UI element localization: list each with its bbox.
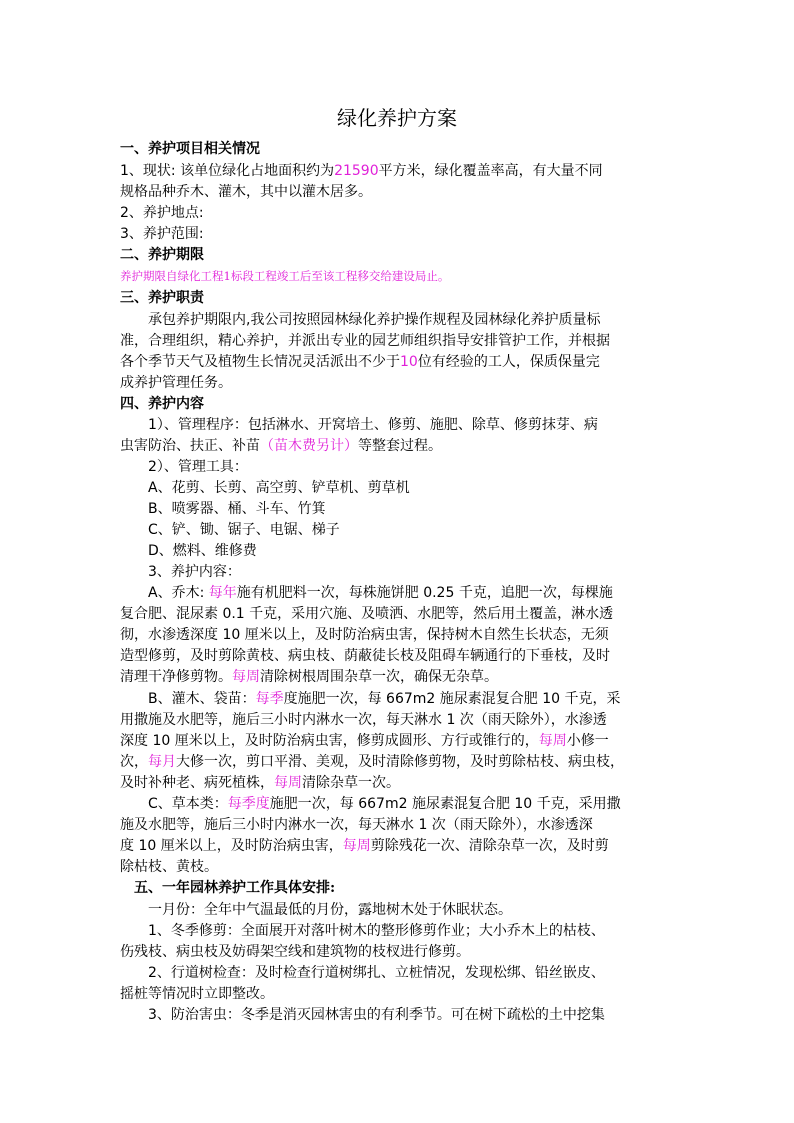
paragraph-line <box>148 689 621 709</box>
text: 清除树根周围杂草一次，确保无杂草。 <box>260 669 498 685</box>
paragraph-line: 准，合理组织，精心养护，并派出专业的园艺师组织指导安排管护工作，并根据 <box>120 333 610 349</box>
list-item: D、燃料、维修费 <box>148 543 257 559</box>
text: 次， <box>120 754 148 770</box>
paragraph-line: 1、冬季修剪：全面展开对落叶树木的整形修剪作业；大小乔木上的枯枝、 <box>148 923 605 939</box>
text: 施有机肥料一次，每株施饼肥 0.25 千克，追肥一次，每棵施 <box>236 585 613 601</box>
text: 清除杂草一次。 <box>302 775 400 791</box>
paragraph-line <box>148 794 621 814</box>
paragraph-line <box>120 667 498 687</box>
paragraph-line <box>120 161 603 181</box>
section-heading-4: 四、养护内容 <box>120 396 204 412</box>
section-heading-1: 一、养护项目相关情况 <box>120 141 260 157</box>
paragraph-line: 摇桩等情况时立即整改。 <box>120 986 274 1002</box>
paragraph-line: 施及水肥等，施后三小时内淋水一次，每天淋水 1 次（雨天除外），水渗透深 <box>120 817 593 833</box>
paragraph-line <box>148 583 613 603</box>
paragraph-line: 1）、管理程序：包括淋水、开窝培土、修剪、施肥、除草、修剪抹芽、病 <box>148 417 598 433</box>
section-heading-2: 二、养护期限 <box>120 247 204 263</box>
text: 清理干净修剪物。 <box>120 669 232 685</box>
highlight-frequency: 每周 <box>538 733 567 749</box>
paragraph-line <box>120 752 624 772</box>
text: 虫害防治、扶正、补苗 <box>120 438 260 454</box>
page-title: 绿化养护方案 <box>337 106 457 130</box>
paragraph-line: 成养护管理任务。 <box>120 375 232 391</box>
text: 等整套过程。 <box>358 438 442 454</box>
highlight-count: 10 <box>400 354 418 370</box>
text: 度施肥一次，每 667m2 施尿素混复合肥 10 千克，采 <box>283 691 621 707</box>
highlight-area: 21590 <box>334 163 379 179</box>
text: 施肥一次，每 667m2 施尿素混复合肥 10 千克，采用撒 <box>269 796 621 812</box>
highlight-frequency: 每季 <box>255 691 284 707</box>
paragraph-line <box>120 773 400 793</box>
paragraph-line: 2、行道树检查：及时检查行道树绑扎、立桩情况，发现松绑、铅丝嵌皮、 <box>148 965 605 981</box>
text: 及时补种老、病死植株， <box>120 775 274 791</box>
paragraph-line: 彻，水渗透深度 10 厘米以上，及时防治病虫害，保持树木自然生长状态，无须 <box>120 627 609 643</box>
paragraph-line: 3、养护范围: <box>120 226 204 242</box>
text: 各个季节天气及植物生长情况灵活派出不少于 <box>120 354 400 370</box>
list-item: A、花剪、长剪、高空剪、铲草机、剪草机 <box>148 480 410 496</box>
text: 度 10 厘米以上，及时防治病虫害， <box>120 838 343 854</box>
text: C、草本类： <box>148 796 228 812</box>
paragraph-line: 规格品种乔木、灌木，其中以灌木居多。 <box>120 184 372 200</box>
paragraph-line: 2）、管理工具： <box>148 459 248 475</box>
paragraph-line <box>120 436 442 456</box>
paragraph-line <box>120 731 609 751</box>
paragraph-line: 一月份：全年中气温最低的月份，露地树木处于休眠状态。 <box>148 902 512 918</box>
highlight-frequency: 每周 <box>342 838 371 854</box>
text: A、乔木: <box>148 585 209 601</box>
paragraph-line: 造型修剪，及时剪除黄枝、病虫枝、荫蔽徒长枝及阻碍车辆通行的下垂枝，及时 <box>120 648 610 664</box>
text: 1、现状: 该单位绿化占地面积约为 <box>120 163 335 179</box>
paragraph-line: 复合肥、混尿素 0.1 千克，采用穴施、及喷洒、水肥等，然后用土覆盖，淋水透 <box>120 606 614 622</box>
highlight-frequency: 每月 <box>148 754 176 770</box>
highlight-paragraph: 养护期限自绿化工程1标段工程竣工后至该工程移交给建设局止。 <box>120 269 450 283</box>
list-item: C、铲、锄、锯子、电锯、梯子 <box>148 522 340 538</box>
text: 大修一次，剪口平滑、美观，及时清除修剪物，及时剪除枯枝、病虫枝， <box>176 754 624 770</box>
paragraph-line: 伤残枝、病虫枝及妨碍架空线和建筑物的枝杈进行修剪。 <box>120 944 470 960</box>
section-heading-5: 五、一年园林养护工作具体安排: <box>134 880 336 896</box>
list-item: B、喷雾器、桶、斗车、竹箕 <box>148 501 326 517</box>
highlight-frequency: 每年 <box>208 585 237 601</box>
paragraph-line: 用撒施及水肥等，施后三小时内淋水一次，每天淋水 1 次（雨天除外），水渗透 <box>120 712 607 728</box>
highlight-frequency: 每周 <box>232 669 260 685</box>
paragraph-line: 3、防治害虫：冬季是消灭园林害虫的有利季节。可在树下疏松的土中挖集 <box>148 1007 605 1023</box>
paragraph-line <box>120 836 609 856</box>
paragraph-line: 承包养护期限内,我公司按照园林绿化养护操作规程及园林绿化养护质量标 <box>148 312 601 328</box>
text: 深度 10 厘米以上，及时防治病虫害，修剪成圆形、方行或锥行的， <box>120 733 539 749</box>
paragraph-line <box>120 352 600 372</box>
highlight-frequency: 每周 <box>274 775 302 791</box>
highlight-frequency: 每季度 <box>227 796 270 812</box>
paragraph-line: 3、养护内容： <box>148 564 241 580</box>
text: B、灌木、袋苗： <box>148 691 256 707</box>
highlight-note: （苗木费另计） <box>260 438 358 454</box>
paragraph-line: 除枯枝、黄枝。 <box>120 859 218 875</box>
text: 位有经验的工人，保质保量完 <box>417 354 600 370</box>
section-heading-3: 三、养护职责 <box>120 290 204 306</box>
text: 小修一 <box>566 733 609 749</box>
paragraph-line: 2、养护地点: <box>120 205 204 221</box>
text: 平方米，绿化覆盖率高，有大量不同 <box>378 163 603 179</box>
text: 剪除残花一次、清除杂草一次，及时剪 <box>370 838 609 854</box>
